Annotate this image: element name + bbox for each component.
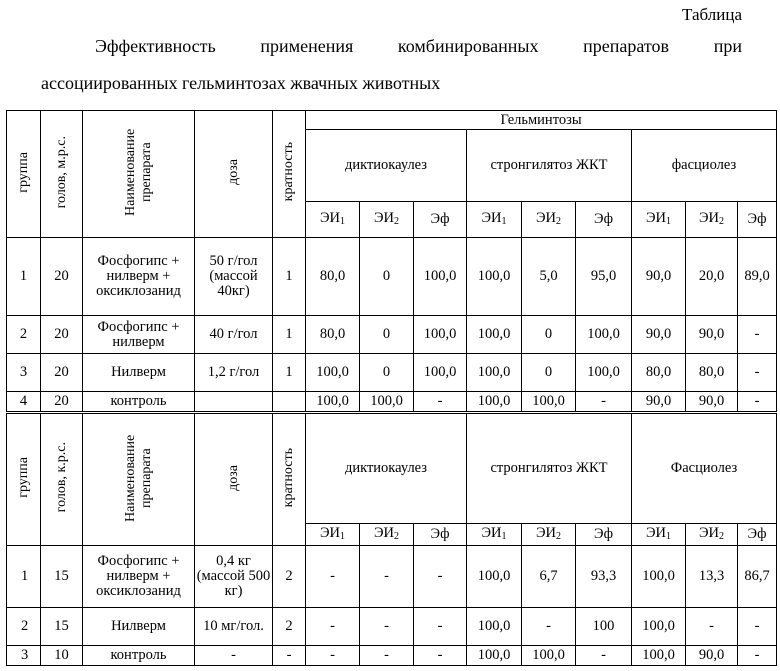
cell-value: 20,0 <box>686 238 738 316</box>
cell-value: 86,7 <box>738 546 777 608</box>
sub-header-cell: $ЭИ_2$ <box>522 524 576 546</box>
header-dose: доза <box>195 414 273 546</box>
cell-value: 90,0 <box>632 392 686 412</box>
cell-value: - <box>738 316 777 354</box>
header-multiplicity: кратность <box>273 111 306 238</box>
cell-value: - <box>738 608 777 646</box>
header-helminthoses: Гельминтозы <box>306 111 777 130</box>
cell-value: 80,0 <box>686 354 738 392</box>
disease-header: стронгилятоз ЖКТ <box>467 130 632 202</box>
cell-multiplicity: 1 <box>273 316 306 354</box>
cell-value: 100,0 <box>360 392 414 412</box>
cell-value: 100,0 <box>576 354 632 392</box>
cell-value: 100,0 <box>467 608 522 646</box>
cell-value: 95,0 <box>576 238 632 316</box>
cell-heads: 15 <box>41 608 83 646</box>
cell-value: - <box>522 608 576 646</box>
cell-value: 100,0 <box>467 354 522 392</box>
cell-value: 100,0 <box>414 238 467 316</box>
cell-value: 0 <box>360 238 414 316</box>
cell-heads: 20 <box>41 392 83 412</box>
sub-header-cell: Эф <box>738 202 777 238</box>
sub-header-cell: $ЭИ_2$ <box>522 202 576 238</box>
cell-value: 89,0 <box>738 238 777 316</box>
table-row <box>7 354 777 392</box>
table-row <box>7 608 777 646</box>
cell-value: 100,0 <box>414 316 467 354</box>
cell-group: 3 <box>7 646 41 666</box>
sub-header-cell: $ЭИ_1$ <box>632 202 686 238</box>
table-title-continued: ассоциированных гельминтозах жвачных животных <box>41 73 441 93</box>
sub-header-cell: Эф <box>414 524 467 546</box>
cell-value: 90,0 <box>686 316 738 354</box>
cell-value: 100,0 <box>467 316 522 354</box>
cell-value: - <box>306 646 360 666</box>
sub-header-cell: $ЭИ_2$ <box>360 524 414 546</box>
cell-value: - <box>414 608 467 646</box>
cell-value: 100,0 <box>632 608 686 646</box>
cell-value: 5,0 <box>522 238 576 316</box>
header-heads: голов, м.р.с. <box>41 111 83 238</box>
cell-value: - <box>738 354 777 392</box>
table-row <box>7 646 777 666</box>
cell-value: - <box>738 392 777 412</box>
cell-value: - <box>360 646 414 666</box>
cell-dose: - <box>195 646 273 666</box>
cell-drug: Фосфогипс + нилверм + оксиклозанид <box>83 238 195 316</box>
cell-group: 2 <box>7 316 41 354</box>
table-row <box>7 238 777 316</box>
sub-header-cell: $ЭИ_2$ <box>686 524 738 546</box>
sub-header-cell: Эф <box>414 202 467 238</box>
table1-body <box>7 238 777 412</box>
cell-value: 100,0 <box>306 392 360 412</box>
cell-value: 100,0 <box>576 316 632 354</box>
header-group: группа <box>7 414 41 546</box>
cell-group: 4 <box>7 392 41 412</box>
cell-value: 13,3 <box>686 546 738 608</box>
table-title: Эффективность применения комбинированных препаратов при <box>95 36 742 56</box>
cell-value: 100,0 <box>414 354 467 392</box>
cell-group: 2 <box>7 608 41 646</box>
cell-multiplicity: 1 <box>273 354 306 392</box>
sub-header-cell: Эф <box>576 202 632 238</box>
cell-value: 100,0 <box>522 392 576 412</box>
header-group: группа <box>7 111 41 238</box>
sub-header-cell: $ЭИ_1$ <box>632 524 686 546</box>
cell-multiplicity: - <box>273 646 306 666</box>
table-cattle-small <box>6 110 777 412</box>
cell-drug: контроль <box>83 392 195 412</box>
sub-header-cell: $ЭИ_1$ <box>306 524 360 546</box>
sub-header-cell: $ЭИ_2$ <box>360 202 414 238</box>
cell-value: 80,0 <box>306 238 360 316</box>
disease-header: диктиокаулез <box>306 414 467 524</box>
sub-header-cell: Эф <box>738 524 777 546</box>
cell-drug: контроль <box>83 646 195 666</box>
disease-header: диктиокаулез <box>306 130 467 202</box>
cell-value: 100 <box>576 608 632 646</box>
table-row <box>7 316 777 354</box>
disease-header: фасциолез <box>632 130 777 202</box>
cell-dose: 1,2 г/гол <box>195 354 273 392</box>
cell-value: - <box>576 646 632 666</box>
cell-heads: 20 <box>41 354 83 392</box>
cell-value: - <box>306 608 360 646</box>
cell-dose: 0,4 кг (массой 500 кг) <box>195 546 273 608</box>
header-multiplicity: кратность <box>273 414 306 546</box>
cell-value: 100,0 <box>632 646 686 666</box>
table2-body <box>7 546 777 666</box>
cell-value: 100,0 <box>467 546 522 608</box>
sub-header-cell: $ЭИ_1$ <box>467 202 522 238</box>
cell-multiplicity <box>273 392 306 412</box>
cell-drug: Нилверм <box>83 608 195 646</box>
cell-value: - <box>360 608 414 646</box>
cell-multiplicity: 2 <box>273 608 306 646</box>
cell-value: - <box>738 646 777 666</box>
table-cattle-large <box>6 413 777 666</box>
table-row <box>7 392 777 412</box>
disease-header: Фасциолез <box>632 414 777 524</box>
cell-drug: Нилверм <box>83 354 195 392</box>
cell-value: 80,0 <box>306 316 360 354</box>
cell-value: 100,0 <box>467 646 522 666</box>
cell-group: 1 <box>7 546 41 608</box>
cell-value: 90,0 <box>632 238 686 316</box>
cell-value: - <box>306 546 360 608</box>
cell-value: - <box>360 546 414 608</box>
cell-heads: 15 <box>41 546 83 608</box>
cell-value: - <box>686 608 738 646</box>
sub-header-cell: $ЭИ_2$ <box>686 202 738 238</box>
cell-dose <box>195 392 273 412</box>
cell-value: 6,7 <box>522 546 576 608</box>
header-drug: Наименование препарата <box>83 414 195 546</box>
cell-value: 90,0 <box>632 316 686 354</box>
cell-multiplicity: 2 <box>273 546 306 608</box>
table-row <box>7 546 777 608</box>
cell-value: - <box>414 646 467 666</box>
disease-header: стронгилятоз ЖКТ <box>467 414 632 524</box>
cell-heads: 10 <box>41 646 83 666</box>
cell-value: 93,3 <box>576 546 632 608</box>
sub-header-cell: $ЭИ_1$ <box>467 524 522 546</box>
cell-value: 100,0 <box>522 646 576 666</box>
cell-value: 0 <box>522 354 576 392</box>
cell-value: 80,0 <box>632 354 686 392</box>
sub-header-cell: Эф <box>576 524 632 546</box>
header-dose: доза <box>195 111 273 238</box>
sub-header-cell: $ЭИ_1$ <box>306 202 360 238</box>
cell-value: 90,0 <box>686 646 738 666</box>
header-drug: Наименование препарата <box>83 111 195 238</box>
cell-drug: Фосфогипс + нилверм + оксиклозанид <box>83 546 195 608</box>
cell-value: 0 <box>360 354 414 392</box>
cell-value: - <box>414 546 467 608</box>
cell-value: 90,0 <box>686 392 738 412</box>
cell-heads: 20 <box>41 238 83 316</box>
cell-value: 100,0 <box>632 546 686 608</box>
cell-multiplicity: 1 <box>273 238 306 316</box>
cell-heads: 20 <box>41 316 83 354</box>
cell-dose: 50 г/гол (массой 40кг) <box>195 238 273 316</box>
cell-value: 0 <box>522 316 576 354</box>
cell-value: 0 <box>360 316 414 354</box>
cell-group: 1 <box>7 238 41 316</box>
cell-dose: 40 г/гол <box>195 316 273 354</box>
cell-value: - <box>414 392 467 412</box>
cell-value: 100,0 <box>306 354 360 392</box>
cell-dose: 10 мг/гол. <box>195 608 273 646</box>
cell-group: 3 <box>7 354 41 392</box>
table-caption: Таблица <box>682 5 742 24</box>
cell-drug: Фосфогипс + нилверм <box>83 316 195 354</box>
cell-value: 100,0 <box>467 392 522 412</box>
cell-value: 100,0 <box>467 238 522 316</box>
header-heads: голов, к.р.с. <box>41 414 83 546</box>
cell-value: - <box>576 392 632 412</box>
